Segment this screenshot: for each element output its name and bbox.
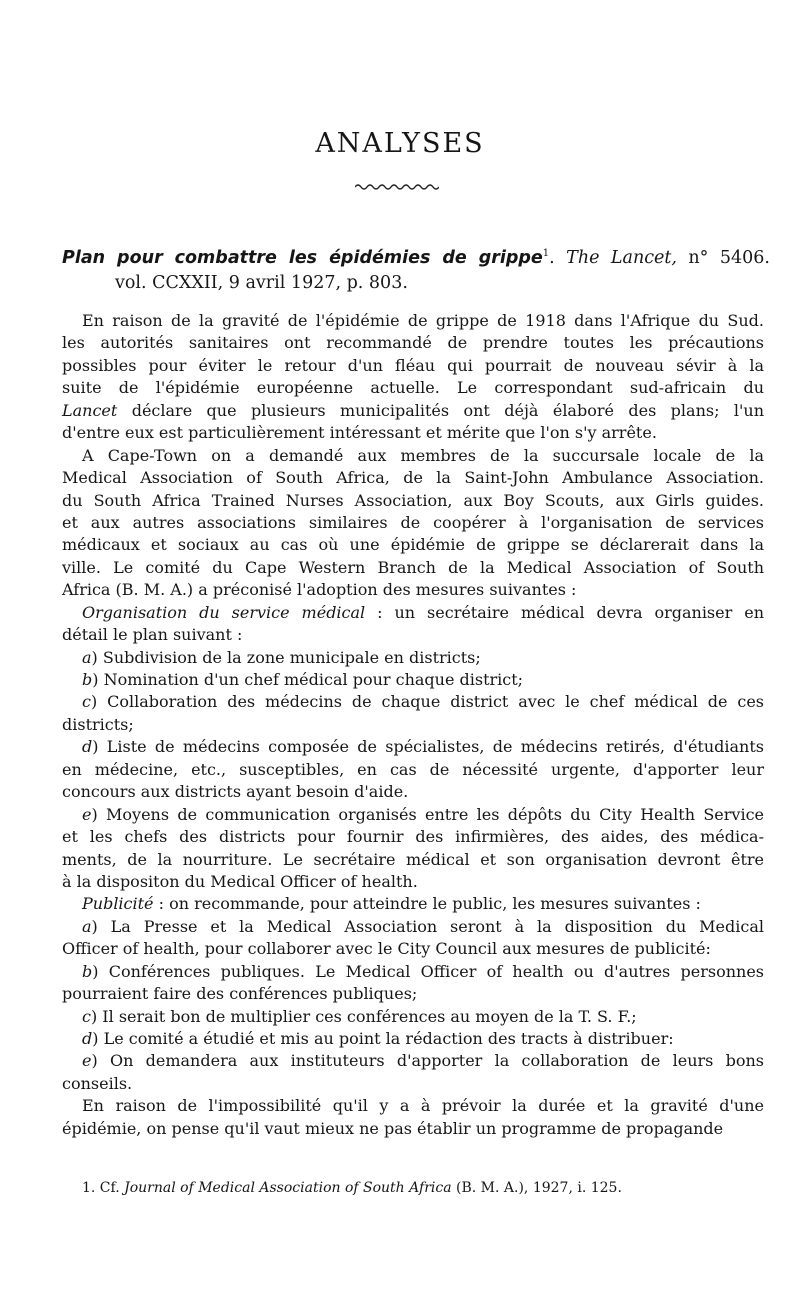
paragraph	[62, 310, 764, 445]
text-line: concours aux districts ayant besoin d'aide.	[62, 782, 409, 802]
text-line: a) La Presse et la Medical Association seront à la disposition du Medical	[82, 916, 764, 936]
paragraph	[62, 1028, 764, 1050]
text-line: les autorités sanitaires ont recommandé de prendre toutes les précautions	[62, 333, 764, 353]
text-line: Africa (B. M. A.) a préconisé l'adoption des mesures suivantes :	[62, 580, 577, 600]
text-line: et les chefs des districts pour fournir des infirmières, des aides, des médica-	[62, 827, 764, 847]
text-line: du South Africa Trained Nurses Association, aux Boy Scouts, aux Girls guides.	[62, 490, 764, 510]
paragraph	[62, 691, 764, 736]
text-line: En raison de l'impossibilité qu'il y a à prévoir la durée et la gravité d'une	[82, 1096, 764, 1116]
paragraph	[62, 1050, 764, 1095]
text-line: pourraient faire des conférences publiques;	[62, 984, 418, 1004]
paragraph	[62, 1006, 764, 1028]
paragraph	[62, 445, 764, 602]
text-line: ville. Le comité du Cape Western Branch de la Medical Association of South	[62, 557, 764, 577]
text-line: Organisation du service médical : un secrétaire médical devra organiser en	[82, 602, 764, 622]
article-title: Plan pour combattre les épidémies de grippe	[62, 248, 543, 268]
wavy-rule-ornament	[355, 183, 439, 191]
text-line: suite de l'épidémie européenne actuelle. Le correspondant sud-africain du	[62, 378, 764, 398]
paragraph	[62, 961, 764, 1006]
text-line: En raison de la gravité de l'épidémie de grippe de 1918 dans l'Afrique du Sud.	[82, 311, 764, 330]
article-body	[62, 310, 764, 1140]
footnote-mark: 1	[542, 248, 550, 260]
text-line: à la dispositon du Medical Officer of health.	[62, 871, 418, 891]
text-line: Officer of health, pour collaborer avec le City Council aux mesures de publicité:	[62, 939, 711, 959]
text-line: médicaux et sociaux au cas où une épidémie de grippe se déclarerait dans la	[62, 535, 764, 555]
paragraph	[62, 602, 764, 647]
heading-line-1: Plan pour combattre les épidémies de grippe$^1$. The Lancet, n° 5406.	[62, 248, 770, 268]
text-line: ments, de la nourriture. Le secrétaire médical et son organisation devront être	[62, 849, 764, 869]
text-line: districts;	[62, 714, 134, 734]
text-line: détail le plan suivant :	[62, 625, 243, 645]
source-volume: vol. CCXXII, 9 avril 1927, p. 803.	[115, 273, 408, 293]
text-line: en médecine, etc., susceptibles, en cas de nécessité urgente, d'apporter leur	[62, 759, 764, 779]
text-line: possibles pour éviter le retour d'un fléau qui pourrait de nouveau sévir à la	[62, 355, 764, 375]
text-line: c) Collaboration des médecins de chaque district avec le chef médical de ces	[82, 692, 764, 712]
text-line: Lancet déclare que plusieurs municipalités ont déjà élaboré des plans; l'un	[62, 400, 764, 420]
paragraph	[62, 1095, 764, 1140]
source-number: n° 5406.	[688, 248, 770, 268]
paragraph	[62, 916, 764, 961]
text-line: c) Il serait bon de multiplier ces conférences au moyen de la T. S. F.;	[82, 1006, 637, 1026]
text-line: e) On demandera aux instituteurs d'apporter la collaboration de leurs bons	[82, 1051, 764, 1071]
text-line: a) Subdivision de la zone municipale en districts;	[82, 647, 481, 667]
paragraph	[62, 647, 764, 669]
text-line: Medical Association of South Africa, de la Saint-John Ambulance Association.	[62, 468, 764, 488]
text-line: e) Moyens de communication organisés entre les dépôts du City Health Service	[82, 804, 764, 824]
text-line: d'entre eux est particulièrement intéressant et mérite que l'on s'y arrête.	[62, 423, 657, 443]
text-line: A Cape-Town on a demandé aux membres de la succursale locale de la	[82, 445, 764, 465]
paragraph	[62, 804, 764, 894]
text-line: b) Conférences publiques. Le Medical Officer of health ou d'autres personnes	[82, 961, 764, 981]
paragraph	[62, 736, 764, 803]
text-line: conseils.	[62, 1073, 133, 1093]
article-heading	[62, 246, 770, 296]
text-line: d) Le comité a étudié et mis au point la rédaction des tracts à distribuer:	[82, 1029, 674, 1048]
text-line: et aux autres associations similaires de coopérer à l'organisation de services	[62, 512, 764, 532]
text-line: Publicité : on recommande, pour atteindre le public, les mesures suivantes :	[82, 894, 701, 914]
paragraph	[62, 669, 764, 691]
paragraph	[62, 893, 764, 915]
footnote: 1. Cf. Journal of Medical Association of South Africa (B. M. A.), 1927, i. 125.	[82, 1180, 622, 1196]
text-line: d) Liste de médecins composée de spécialistes, de médecins retirés, d'étudiants	[82, 737, 764, 757]
source-journal: The Lancet,	[566, 248, 677, 268]
text-line: épidémie, on pense qu'il vaut mieux ne pas établir un programme de propagande	[62, 1118, 724, 1138]
page-title: ANALYSES	[315, 128, 485, 159]
text-line: b) Nomination d'un chef médical pour chaque district;	[82, 670, 524, 689]
